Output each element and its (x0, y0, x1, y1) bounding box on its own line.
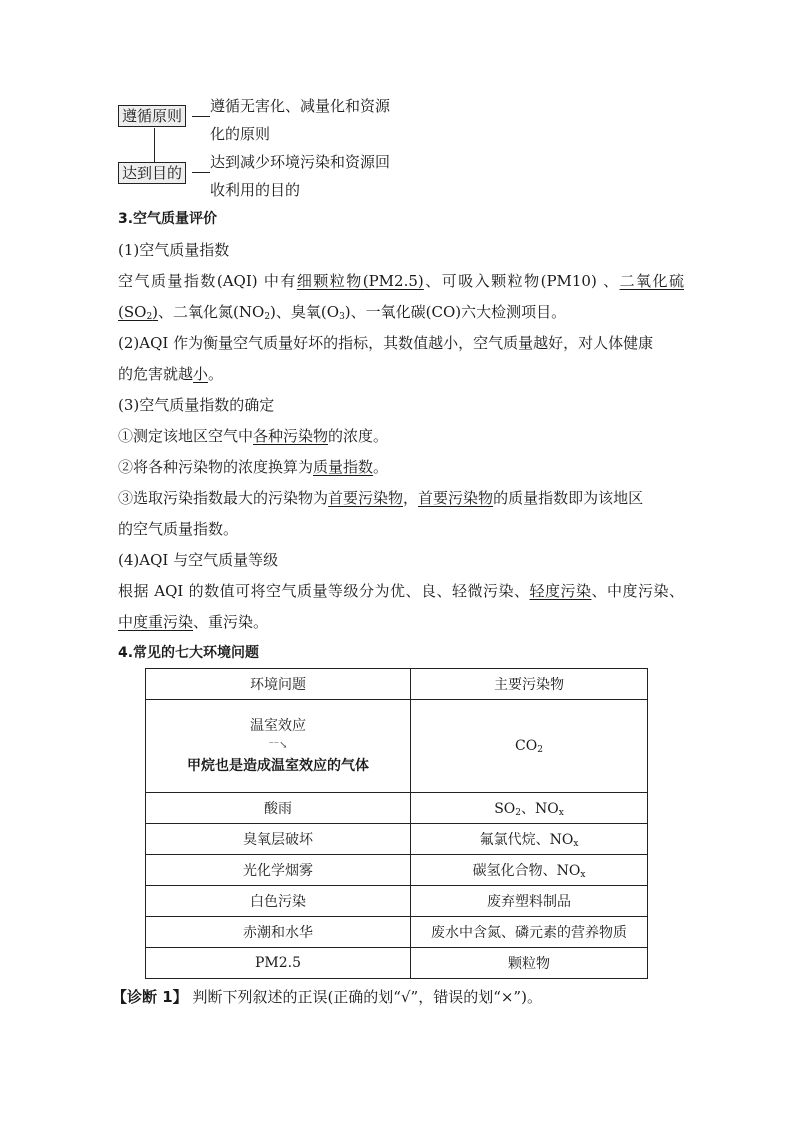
diagram-dash (192, 116, 210, 117)
table-cell: $CO_2$ (411, 700, 648, 793)
table-cell: 碳氢化合物、$NO_x$ (411, 855, 648, 886)
table-row (146, 700, 648, 793)
paragraph: (1)空气质量指数 (118, 241, 230, 259)
paragraph: ②将各种污染物的浓度换算为质量指数。 (118, 458, 389, 476)
table-cell: 废水中含氮、磷元素的营养物质 (411, 917, 648, 948)
fill-in-answer: 二氧化硫 (619, 272, 684, 290)
diagram-dash (192, 172, 210, 173)
paragraph: (4)AQI 与空气质量等级 (118, 551, 279, 569)
table-cell: 温室效应 ⁻⁻↘ 甲烷也是造成温室效应的气体 (146, 700, 411, 793)
paragraph: (2)AQI 作为衡量空气质量好坏的指标，其数值越小，空气质量越好，对人体健康 (118, 334, 654, 352)
table-row (146, 824, 648, 855)
section-air-quality (118, 204, 684, 669)
paragraph: 的危害就越小。 (118, 365, 224, 383)
table-header: 环境问题 (146, 669, 411, 700)
table-row (146, 948, 648, 979)
table-row (146, 855, 648, 886)
annotation-note: 甲烷也是造成温室效应的气体 (187, 758, 369, 774)
environment-problems-table (145, 668, 648, 979)
goal-text: 达到减少环境污染和资源回 (210, 153, 391, 171)
fill-in-answer: 轻度污染 (529, 582, 592, 600)
table-row (146, 793, 648, 824)
diagnosis-prompt: 【诊断 1】 判断下列叙述的正误(正确的划“√”，错误的划“×”)。 (112, 988, 542, 1006)
principle-text: 化的原则 (210, 125, 271, 143)
table-cell: 氟氯代烷、$NO_x$ (411, 824, 648, 855)
fill-in-answer: $(SO_2)$ (118, 303, 159, 322)
table-row (146, 917, 648, 948)
table-cell: 颗粒物 (411, 948, 648, 979)
fill-in-answer: 首要污染物 (328, 489, 404, 507)
table-header-row (146, 669, 648, 700)
table-cell: 光化学烟雾 (146, 855, 411, 886)
fill-in-answer: 中度重污染 (118, 613, 194, 631)
table-cell: 臭氧层破坏 (146, 824, 411, 855)
arrow-icon: ⁻⁻↘ (268, 740, 288, 751)
table-cell: PM2.5 (146, 948, 411, 979)
principle-box: 遵循原则 (118, 105, 186, 127)
diagram-connector (154, 128, 155, 162)
paragraph: ①测定该地区空气中各种污染物的浓度。 (118, 427, 389, 445)
paragraph: 空气质量指数(AQI) 中有细颗粒物(PM2.5)、可吸入颗粒物(PM10) 、二氧化硫 (118, 272, 684, 290)
paragraph: (3)空气质量指数的确定 (118, 396, 275, 414)
principle-text: 遵循无害化、减量化和资源 (210, 97, 391, 115)
principle-diagram (118, 96, 438, 200)
goal-text: 收利用的目的 (210, 181, 301, 199)
fill-in-answer: 细颗粒物(PM2.5) (296, 272, 424, 290)
diagnosis-label: 【诊断 1】 (112, 988, 188, 1006)
paragraph: ③选取污染指数最大的污染物为首要污染物，首要污染物的质量指数即为该地区 (118, 489, 644, 507)
fill-in-answer: 首要污染物 (418, 489, 494, 507)
paragraph: $(SO_2)$、二氧化氮$(NO_2)$、臭氧$(O_3)$、一氧化碳(CO)六大检测项目。 (118, 303, 567, 322)
paragraph: 的空气质量指数。 (118, 520, 239, 538)
table-cell: 酸雨 (146, 793, 411, 824)
section-heading: 4.常见的七大环境问题 (118, 645, 260, 661)
table-cell: 白色污染 (146, 886, 411, 917)
table-cell: 废弃塑料制品 (411, 886, 648, 917)
table-cell: 赤潮和水华 (146, 917, 411, 948)
fill-in-answer: 各种污染物 (253, 427, 329, 445)
table-header: 主要污染物 (411, 669, 648, 700)
goal-box: 达到目的 (118, 162, 186, 184)
fill-in-answer: 质量指数 (313, 458, 374, 476)
paragraph: 中度重污染、重污染。 (118, 613, 269, 631)
paragraph: 根据 AQI 的数值可将空气质量等级分为优、良、轻微污染、轻度污染、中度污染、 (118, 582, 684, 600)
table-row (146, 886, 648, 917)
fill-in-answer: 小 (193, 365, 209, 383)
table-cell: $SO_2$、$NO_x$ (411, 793, 648, 824)
section-heading: 3.空气质量评价 (118, 211, 218, 227)
